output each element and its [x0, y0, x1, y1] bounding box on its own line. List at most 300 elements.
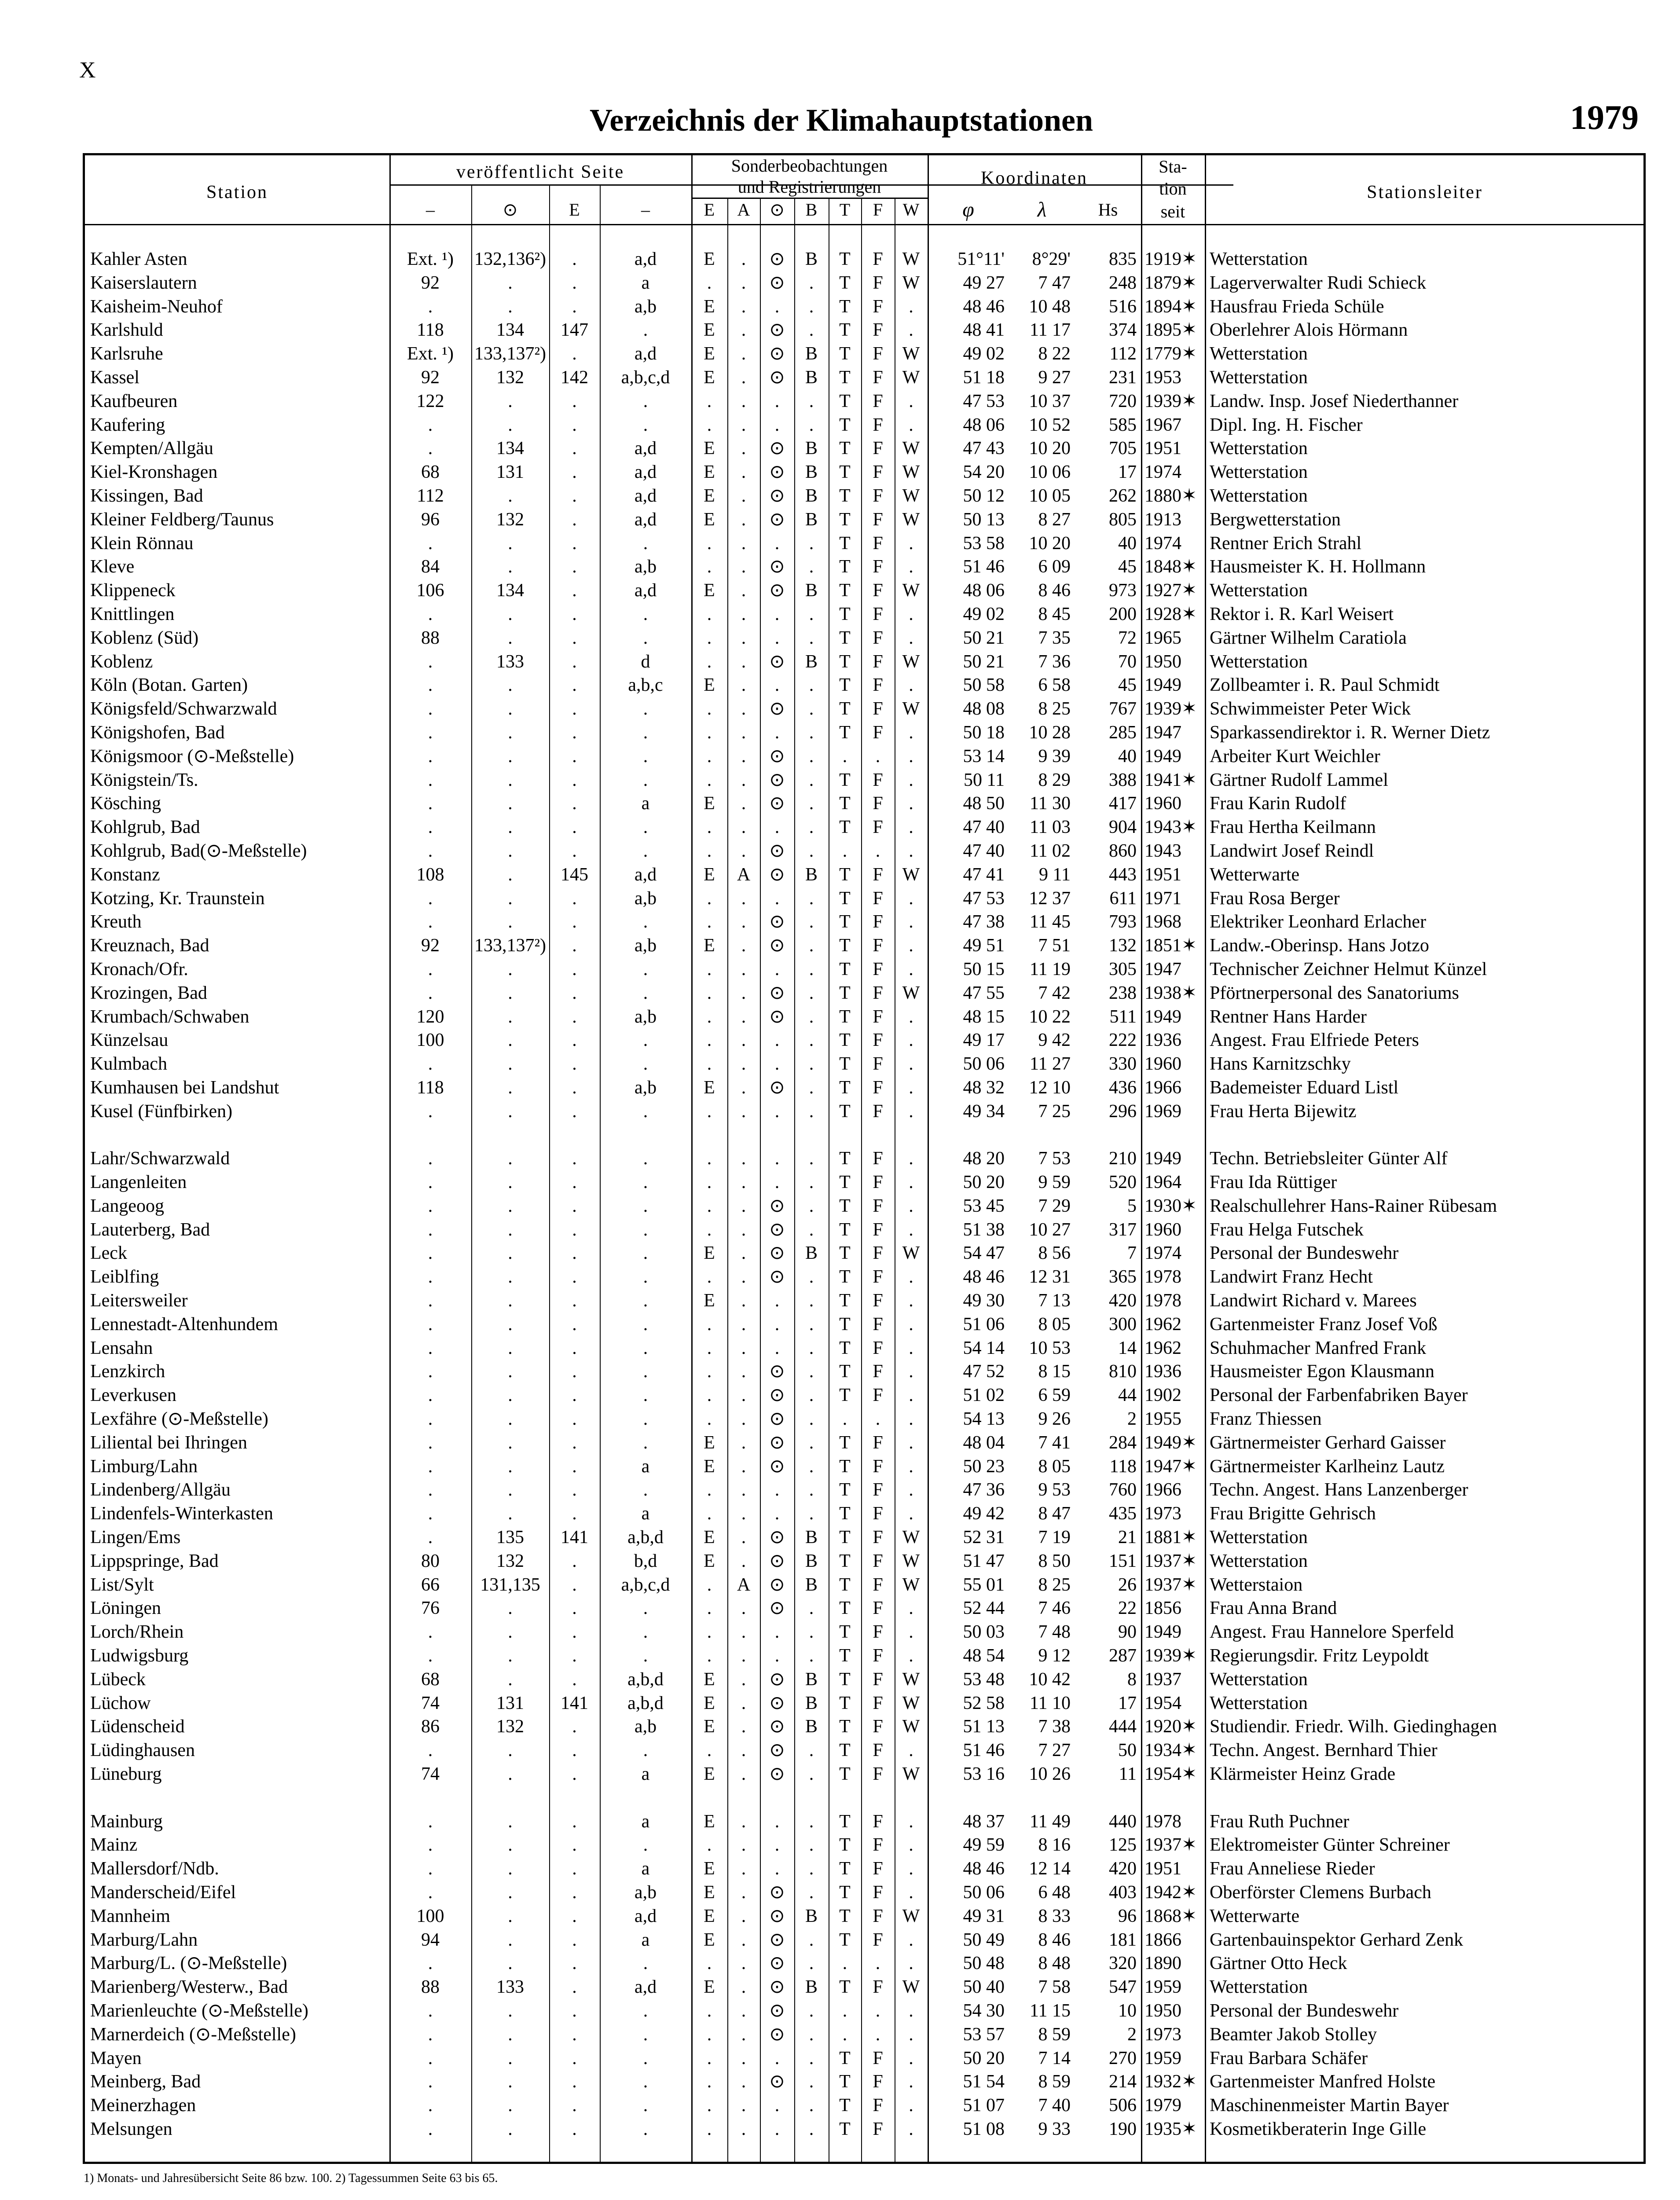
- flag-f: F: [873, 1527, 883, 1548]
- page-monat: .: [428, 438, 433, 459]
- flag-sonne: .: [774, 391, 780, 411]
- flag-sonne: ⊙: [769, 485, 785, 506]
- flag-e: .: [707, 1574, 712, 1595]
- flag-e: E: [704, 1669, 715, 1690]
- flag-t: T: [839, 391, 851, 411]
- flag-sonne: ⊙: [769, 462, 785, 483]
- station-leiter: Wetterstation: [1210, 1669, 1308, 1690]
- page-sonne: .: [508, 1409, 513, 1430]
- flag-f: F: [873, 1291, 883, 1311]
- flag-t: T: [839, 1716, 851, 1737]
- flag-w: W: [902, 367, 920, 388]
- flag-e: .: [707, 770, 712, 790]
- coord-hs: 835: [1109, 249, 1137, 269]
- flag-w: W: [902, 509, 920, 530]
- page-sonne: .: [508, 1006, 513, 1027]
- station-since: 1947: [1144, 959, 1181, 979]
- page-sonne: 135: [496, 1527, 524, 1548]
- flag-t: T: [839, 888, 851, 909]
- header-station: Station: [206, 182, 268, 202]
- station-leiter: Landw.-Oberinsp. Hans Jotzo: [1210, 935, 1429, 956]
- table-row: [85, 1597, 1643, 1621]
- flag-sonne: ⊙: [769, 1527, 785, 1548]
- coord-phi: 54 20: [963, 462, 1005, 483]
- flag-e: E: [704, 1456, 715, 1477]
- station-name: Meinberg, Bad: [90, 2072, 201, 2092]
- coord-lambda: 8 05: [1038, 1314, 1071, 1335]
- station-leiter: Frau Karin Rudolf: [1210, 793, 1346, 814]
- coord-hs: 388: [1109, 770, 1137, 790]
- station-since: 1880✶: [1144, 485, 1197, 506]
- page-monat: .: [428, 1953, 433, 1974]
- flag-f: F: [873, 1574, 883, 1595]
- flag-t: .: [842, 1409, 847, 1430]
- flag-b: .: [809, 1338, 814, 1358]
- header-leiter: Stationsleiter: [1367, 182, 1483, 202]
- flag-a: .: [741, 699, 746, 719]
- coord-phi: 51 47: [963, 1551, 1005, 1571]
- flag-w: W: [902, 651, 920, 672]
- flag-sonne: .: [774, 1338, 780, 1358]
- page-monat: .: [428, 1219, 433, 1240]
- station-since: 1928✶: [1144, 604, 1197, 624]
- page-monat: 74: [421, 1693, 440, 1713]
- coord-hs: 44: [1118, 1385, 1137, 1406]
- station-leiter: Schuhmacher Manfred Frank: [1210, 1338, 1427, 1358]
- flag-w: .: [909, 2024, 913, 2045]
- page-monat: .: [428, 1101, 433, 1122]
- station-leiter: Hans Karnitzschky: [1210, 1054, 1351, 1074]
- page-monat: .: [428, 414, 433, 435]
- station-since: 1953: [1144, 367, 1181, 388]
- page-tag: a,b: [634, 1077, 657, 1098]
- coord-phi: 47 53: [963, 391, 1005, 411]
- station-leiter: Rentner Erich Strahl: [1210, 533, 1362, 554]
- flag-t: T: [839, 1219, 851, 1240]
- coord-hs: 285: [1109, 722, 1137, 743]
- flag-w: W: [902, 699, 920, 719]
- flag-w: .: [909, 912, 913, 932]
- flag-t: T: [839, 1148, 851, 1169]
- flag-sonne: .: [774, 1148, 780, 1169]
- flag-a: .: [741, 1598, 746, 1619]
- flag-f: F: [873, 533, 883, 554]
- coord-hs: 8: [1127, 1669, 1137, 1690]
- coord-hs: 45: [1118, 557, 1137, 577]
- flag-w: W: [902, 1574, 920, 1595]
- station-since: 1856: [1144, 1598, 1181, 1619]
- table-row: [85, 1739, 1643, 1763]
- flag-sonne: .: [774, 959, 780, 979]
- page-e: .: [572, 272, 577, 293]
- page-e: .: [572, 1148, 577, 1169]
- coord-lambda: 7 29: [1038, 1195, 1071, 1216]
- station-leiter: Wetterstation: [1210, 462, 1308, 483]
- station-leiter: Wetterstation: [1210, 580, 1308, 601]
- flag-a: .: [741, 1172, 746, 1193]
- flag-w: .: [909, 1148, 913, 1169]
- table-row: [85, 1857, 1643, 1881]
- flag-w: .: [909, 1077, 913, 1098]
- station-since: 1951: [1144, 864, 1181, 885]
- subheader-s-e: E: [704, 200, 715, 220]
- flag-f: F: [873, 817, 883, 838]
- flag-b: .: [809, 1953, 814, 1974]
- station-since: 1949: [1144, 1622, 1181, 1643]
- station-leiter: Personal der Farbenfabriken Bayer: [1210, 1385, 1468, 1406]
- flag-w: W: [902, 438, 920, 459]
- flag-e: .: [707, 1646, 712, 1666]
- station-since: 1950: [1144, 2000, 1181, 2021]
- page-tag: a,b: [634, 557, 657, 577]
- station-leiter: Wetterwarte: [1210, 1906, 1300, 1926]
- station-since: 1866: [1144, 1929, 1181, 1950]
- coord-lambda: 9 12: [1038, 1646, 1071, 1666]
- flag-t: T: [839, 604, 851, 624]
- coord-hs: 70: [1118, 651, 1137, 672]
- flag-t: T: [839, 2048, 851, 2068]
- station-since: 1960: [1144, 793, 1181, 814]
- coord-hs: 444: [1109, 1716, 1137, 1737]
- page-monat: .: [428, 793, 433, 814]
- page-tag: .: [643, 391, 648, 411]
- flag-f: F: [873, 935, 883, 956]
- flag-e: E: [704, 1527, 715, 1548]
- subheader-s-f: F: [873, 200, 883, 220]
- page-sonne: .: [508, 1764, 513, 1784]
- flag-f: F: [873, 604, 883, 624]
- subheader-s-t: T: [839, 200, 851, 220]
- coord-phi: 49 27: [963, 272, 1005, 293]
- page-monat: .: [428, 1148, 433, 1169]
- station-since: 1968: [1144, 912, 1181, 932]
- page-tag: .: [643, 1172, 648, 1193]
- flag-sonne: ⊙: [769, 1906, 785, 1926]
- flag-b: .: [809, 1622, 814, 1643]
- flag-sonne: .: [774, 1291, 780, 1311]
- flag-e: E: [704, 462, 715, 483]
- coord-lambda: 11 15: [1030, 2000, 1071, 2021]
- station-name: Mallersdorf/Ndb.: [90, 1859, 219, 1879]
- page-e: .: [572, 1291, 577, 1311]
- coord-hs: 287: [1109, 1646, 1137, 1666]
- page-sonne: .: [508, 1195, 513, 1216]
- flag-w: .: [909, 557, 913, 577]
- station-since: 1895✶: [1144, 320, 1197, 341]
- flag-w: W: [902, 1716, 920, 1737]
- station-since: 1979: [1144, 2095, 1181, 2116]
- station-since: 1966: [1144, 1077, 1181, 1098]
- coord-hs: 547: [1109, 1977, 1137, 1998]
- station-name: Ludwigsburg: [90, 1646, 189, 1666]
- page-tag: .: [643, 2000, 648, 2021]
- flag-f: F: [873, 485, 883, 506]
- station-name: Lingen/Ems: [90, 1527, 181, 1548]
- station-name: Kaufering: [90, 414, 165, 435]
- table-row: [85, 1763, 1643, 1786]
- flag-sonne: .: [774, 1835, 780, 1855]
- page-e: .: [572, 1503, 577, 1524]
- flag-t: T: [839, 1030, 851, 1051]
- flag-e: .: [707, 1030, 712, 1051]
- station-name: Klein Rönnau: [90, 533, 194, 554]
- flag-a: .: [741, 391, 746, 411]
- flag-t: .: [842, 1953, 847, 1974]
- page-monat: 96: [421, 509, 440, 530]
- station-name: Koblenz: [90, 651, 153, 672]
- page-monat: .: [428, 2095, 433, 2116]
- coord-lambda: 7 41: [1038, 1432, 1071, 1453]
- coord-hs: 440: [1109, 1811, 1137, 1832]
- station-leiter: Zollbeamter i. R. Paul Schmidt: [1210, 675, 1440, 696]
- page-title: Verzeichnis der Klimahauptstationen: [590, 103, 1093, 138]
- station-since: 1934✶: [1144, 1740, 1197, 1761]
- flag-b: B: [805, 1906, 818, 1926]
- table-row: [85, 461, 1643, 484]
- flag-w: W: [902, 1243, 920, 1264]
- coord-hs: 26: [1118, 1574, 1137, 1595]
- page-sonne: 131: [496, 462, 524, 483]
- coord-hs: 190: [1109, 2119, 1137, 2139]
- coord-hs: 40: [1118, 746, 1137, 766]
- table-row: [85, 366, 1643, 390]
- coord-phi: 47 38: [963, 912, 1005, 932]
- coord-hs: 222: [1109, 1030, 1137, 1051]
- flag-e: E: [704, 485, 715, 506]
- flag-sonne: .: [774, 414, 780, 435]
- flag-a: .: [741, 1385, 746, 1406]
- table-row: [85, 1810, 1643, 1834]
- coord-phi: 48 54: [963, 1646, 1005, 1666]
- station-since: 1937✶: [1144, 1835, 1197, 1855]
- station-name: Kleve: [90, 557, 135, 577]
- coord-phi: 50 58: [963, 675, 1005, 696]
- station-name: Lübeck: [90, 1669, 146, 1690]
- station-leiter: Gärtnermeister Karlheinz Lautz: [1210, 1456, 1445, 1477]
- flag-w: W: [902, 1693, 920, 1713]
- flag-f: F: [873, 1101, 883, 1122]
- page-e: .: [572, 2024, 577, 2045]
- flag-f: F: [873, 438, 883, 459]
- table-row: [85, 910, 1643, 934]
- page-monat: .: [428, 1432, 433, 1453]
- page-monat: .: [428, 699, 433, 719]
- flag-b: .: [809, 912, 814, 932]
- header-veroeffentlicht: veröffentlicht Seite: [456, 162, 625, 182]
- flag-b: .: [809, 1503, 814, 1524]
- flag-e: .: [707, 1953, 712, 1974]
- coord-phi: 48 46: [963, 296, 1005, 317]
- flag-f: F: [873, 651, 883, 672]
- flag-f: F: [873, 2048, 883, 2068]
- coord-hs: 200: [1109, 604, 1137, 624]
- flag-e: .: [707, 604, 712, 624]
- flag-w: .: [909, 414, 913, 435]
- flag-a: .: [741, 1527, 746, 1548]
- page-sonne: .: [508, 272, 513, 293]
- coord-phi: 47 40: [963, 840, 1005, 861]
- flag-w: .: [909, 2119, 913, 2139]
- coord-lambda: 8 15: [1038, 1361, 1071, 1382]
- flag-b: .: [809, 1030, 814, 1051]
- flag-w: W: [902, 1527, 920, 1548]
- coord-hs: 181: [1109, 1929, 1137, 1950]
- flag-f: F: [873, 391, 883, 411]
- flag-a: .: [741, 675, 746, 696]
- station-since: 1974: [1144, 462, 1181, 483]
- flag-sonne: ⊙: [769, 1432, 785, 1453]
- station-since: 1978: [1144, 1291, 1181, 1311]
- flag-a: .: [741, 1409, 746, 1430]
- flag-a: .: [741, 1243, 746, 1264]
- flag-t: T: [839, 296, 851, 317]
- coord-lambda: 9 42: [1038, 1030, 1071, 1051]
- page-tag: a,d: [634, 438, 657, 459]
- station-since: 1937: [1144, 1669, 1181, 1690]
- coord-phi: 53 16: [963, 1764, 1005, 1784]
- flag-w: W: [902, 580, 920, 601]
- page-sonne: 134: [496, 438, 524, 459]
- page-e: .: [572, 1385, 577, 1406]
- flag-t: T: [839, 864, 851, 885]
- flag-e: .: [707, 414, 712, 435]
- station-name: Löningen: [90, 1598, 161, 1619]
- table-row: [85, 1313, 1643, 1337]
- coord-phi: 49 31: [963, 1906, 1005, 1926]
- page-sonne: .: [508, 840, 513, 861]
- flag-t: T: [839, 1385, 851, 1406]
- flag-w: .: [909, 1456, 913, 1477]
- subheader-tag: –: [641, 200, 650, 220]
- flag-e: .: [707, 983, 712, 1003]
- flag-e: .: [707, 1148, 712, 1169]
- flag-b: .: [809, 1172, 814, 1193]
- flag-f: F: [873, 959, 883, 979]
- coord-phi: 47 52: [963, 1361, 1005, 1382]
- flag-a: .: [741, 2095, 746, 2116]
- page-tag: .: [643, 2119, 648, 2139]
- flag-b: .: [809, 604, 814, 624]
- station-name: Marienberg/Westerw., Bad: [90, 1977, 288, 1998]
- coord-phi: 47 40: [963, 817, 1005, 838]
- flag-a: .: [741, 983, 746, 1003]
- coord-hs: 214: [1109, 2072, 1137, 2092]
- coord-phi: 48 04: [963, 1432, 1005, 1453]
- station-leiter: Landwirt Franz Hecht: [1210, 1267, 1373, 1287]
- flag-w: .: [909, 840, 913, 861]
- station-leiter: Gartenmeister Franz Josef Voß: [1210, 1314, 1438, 1335]
- flag-b: .: [809, 1480, 814, 1500]
- flag-e: .: [707, 2048, 712, 2068]
- flag-w: .: [909, 1385, 913, 1406]
- page-sonne: .: [508, 1267, 513, 1287]
- flag-sonne: ⊙: [769, 1219, 785, 1240]
- station-name: Mannheim: [90, 1906, 170, 1926]
- flag-t: T: [839, 1859, 851, 1879]
- flag-w: .: [909, 320, 913, 341]
- flag-w: .: [909, 1859, 913, 1879]
- page-year: 1979: [1570, 98, 1639, 136]
- coord-hs: 860: [1109, 840, 1137, 861]
- flag-f: F: [873, 1338, 883, 1358]
- coord-hs: 506: [1109, 2095, 1137, 2116]
- flag-f: F: [873, 864, 883, 885]
- station-name: Langenleiten: [90, 1172, 187, 1193]
- page-monat: .: [428, 675, 433, 696]
- flag-a: .: [741, 272, 746, 293]
- flag-sonne: ⊙: [769, 1716, 785, 1737]
- flag-e: .: [707, 1219, 712, 1240]
- station-since: 1971: [1144, 888, 1181, 909]
- page-e: .: [572, 1314, 577, 1335]
- coord-phi: 52 31: [963, 1527, 1005, 1548]
- page-e: .: [572, 1480, 577, 1500]
- flag-w: .: [909, 746, 913, 766]
- flag-sonne: .: [774, 888, 780, 909]
- flag-f: F: [873, 1669, 883, 1690]
- station-name: Mainz: [90, 1835, 138, 1855]
- flag-b: .: [809, 414, 814, 435]
- page-sonne: .: [508, 1030, 513, 1051]
- table-row: [85, 342, 1643, 366]
- page-sonne: .: [508, 1432, 513, 1453]
- coord-hs: 296: [1109, 1101, 1137, 1122]
- flag-t: T: [839, 1267, 851, 1287]
- coord-phi: 48 06: [963, 580, 1005, 601]
- flag-sonne: ⊙: [769, 320, 785, 341]
- page-sonne: .: [508, 746, 513, 766]
- page-monat: 66: [421, 1574, 440, 1595]
- page-sonne: .: [508, 1929, 513, 1950]
- table-row: [85, 1478, 1643, 1502]
- coord-phi: 50 13: [963, 509, 1005, 530]
- flag-sonne: .: [774, 2095, 780, 2116]
- flag-a: .: [741, 770, 746, 790]
- station-name: Liliental bei Ihringen: [90, 1432, 247, 1453]
- flag-a: .: [741, 1077, 746, 1098]
- flag-e: .: [707, 1598, 712, 1619]
- page-tag: a,d: [634, 580, 657, 601]
- station-name: Kassel: [90, 367, 139, 388]
- page-e: .: [572, 391, 577, 411]
- station-name: Mayen: [90, 2048, 142, 2068]
- coord-hs: 420: [1109, 1859, 1137, 1879]
- coord-hs: 511: [1109, 1006, 1137, 1027]
- station-since: 1919✶: [1144, 249, 1197, 269]
- flag-e: .: [707, 1101, 712, 1122]
- page-monat: 92: [421, 935, 440, 956]
- page-tag: .: [643, 1267, 648, 1287]
- flag-b: .: [809, 1432, 814, 1453]
- flag-f: F: [873, 1361, 883, 1382]
- flag-t: T: [839, 959, 851, 979]
- station-leiter: Hausmeister K. H. Hollmann: [1210, 557, 1426, 577]
- flag-b: .: [809, 1006, 814, 1027]
- table-row: [85, 414, 1643, 437]
- page-e: .: [572, 604, 577, 624]
- flag-f: F: [873, 580, 883, 601]
- page-tag: a,d: [634, 462, 657, 483]
- coord-lambda: 7 51: [1038, 935, 1071, 956]
- subheader-hs: Hs: [1098, 200, 1118, 220]
- table-row: [85, 1076, 1643, 1100]
- page-tag: a: [641, 1811, 650, 1832]
- page-tag: a,d: [634, 344, 657, 364]
- flag-f: .: [875, 840, 880, 861]
- flag-b: .: [809, 699, 814, 719]
- station-name: Langeoog: [90, 1195, 164, 1216]
- page-tag: .: [643, 1148, 648, 1169]
